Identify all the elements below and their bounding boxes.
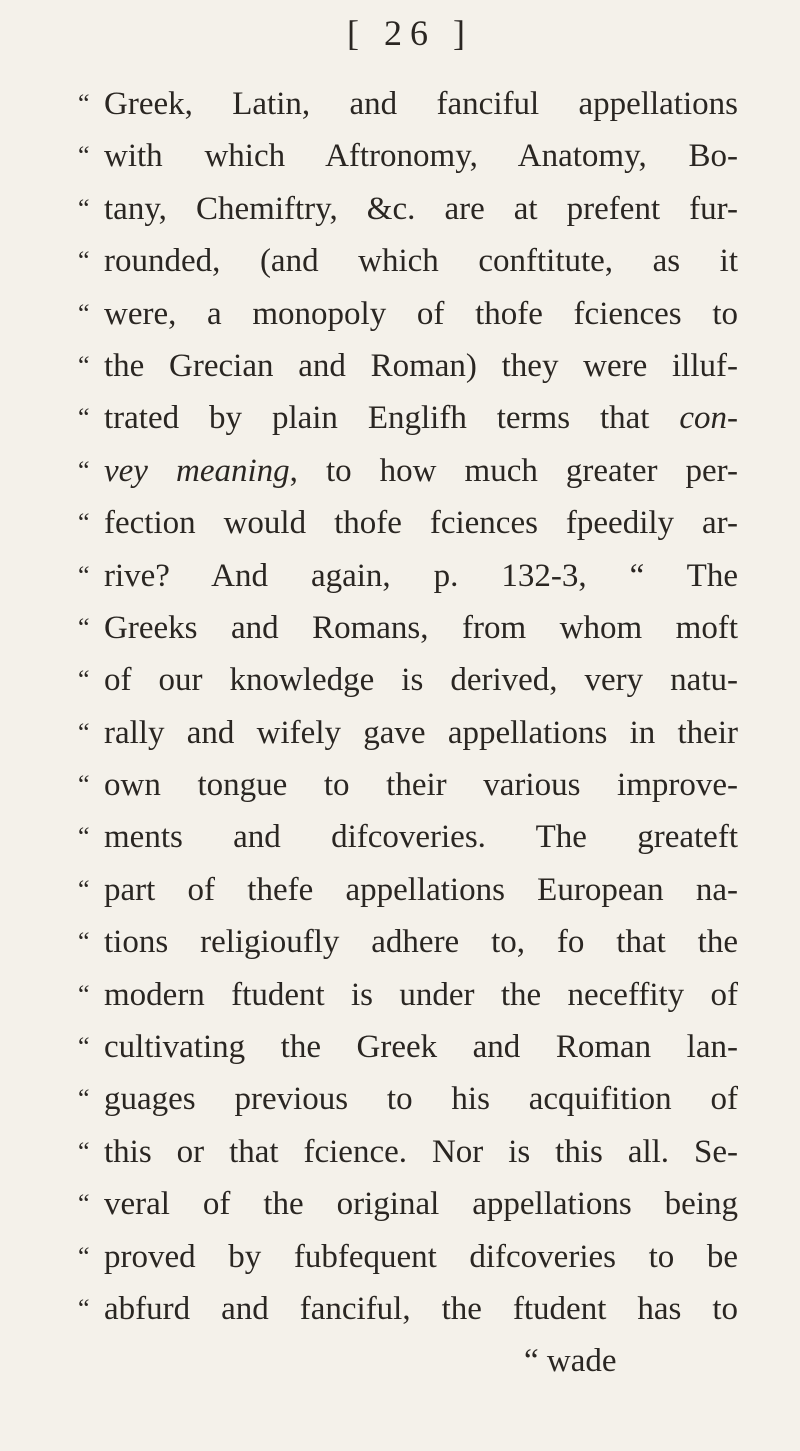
opening-quote-mark: “ [78, 508, 90, 538]
italic-text: con- [679, 400, 738, 437]
line-text: of our knowledge is derived, very natu- [104, 662, 738, 699]
opening-quote-mark: “ [78, 770, 90, 800]
opening-quote-mark: “ [78, 193, 90, 223]
opening-quote-mark: “ [78, 927, 90, 957]
line-text: rive? And again, p. 132-3, “ The [104, 557, 738, 594]
line-text: Greek, Latin, and fanciful appellations [104, 86, 738, 122]
line-text: cultivating the Greek and Roman lan- [104, 1029, 738, 1066]
opening-quote-mark: “ [78, 822, 90, 852]
line-text: own tongue to their various improve- [104, 767, 738, 804]
body-text [78, 78, 738, 1388]
line-text: the Grecian and Roman) they were illuf- [104, 347, 738, 384]
opening-quote-mark: “ [78, 665, 90, 695]
text-line [78, 1073, 738, 1125]
opening-quote-mark: “ [78, 1084, 90, 1114]
opening-quote-mark: “ [78, 350, 90, 380]
text-line [78, 707, 738, 759]
opening-quote-mark: “ [78, 89, 90, 118]
line-text: Greeks and Romans, from whom moft [104, 609, 738, 646]
opening-quote-mark: “ [78, 560, 90, 590]
text-line [78, 811, 738, 863]
text-line [78, 654, 738, 706]
opening-quote-mark: “ [78, 1241, 90, 1271]
opening-quote-mark: “ [78, 298, 90, 328]
opening-quote-mark: “ [78, 1136, 90, 1166]
line-text: proved by fubfequent difcoveries to be [104, 1238, 738, 1275]
line-text: abfurd and fanciful, the ftudent has to [104, 1290, 738, 1327]
line-text: veral of the original appellations being [104, 1186, 738, 1223]
line-text: trated by plain Englifh terms that con- [104, 400, 738, 437]
opening-quote-mark: “ [78, 717, 90, 747]
opening-quote-mark: “ [78, 874, 90, 904]
italic-text: vey meaning [104, 452, 290, 489]
line-text: fection would thofe fciences fpeedily ar- [104, 505, 738, 542]
opening-quote-mark: “ [78, 1293, 90, 1323]
line-text: with which Aftronomy, Anatomy, Bo- [104, 138, 738, 175]
line-text: rounded, (and which conftitute, as it [104, 243, 738, 280]
line-text: tions religioufly adhere to, fo that the [104, 924, 738, 961]
catchword-line [78, 1335, 738, 1387]
text-line [78, 1021, 738, 1073]
line-text: were, a monopoly of thofe fciences to [104, 295, 738, 332]
text-line [78, 1178, 738, 1230]
catchword: “ wade [524, 1343, 617, 1380]
text-line [78, 497, 738, 549]
opening-quote-mark: “ [78, 612, 90, 642]
text-line [78, 602, 738, 654]
text-line [78, 1231, 738, 1283]
opening-quote-mark: “ [78, 1032, 90, 1062]
text-line [78, 864, 738, 916]
line-text: ments and difcoveries. The greateft [104, 819, 738, 856]
text-line [78, 759, 738, 811]
line-text: tany, Chemiftry, &c. are at prefent fur- [104, 190, 738, 227]
opening-quote-mark [78, 1335, 104, 1387]
text-line [78, 550, 738, 602]
opening-quote-mark: “ [78, 246, 90, 276]
opening-quote-mark: “ [78, 455, 90, 485]
line-text: part of thefe appellations European na- [104, 871, 738, 908]
text-line [78, 235, 738, 287]
opening-quote-mark: “ [78, 979, 90, 1009]
text-line [78, 78, 738, 130]
text-line [78, 1283, 738, 1335]
opening-quote-mark: “ [78, 1189, 90, 1219]
text-line [78, 340, 738, 392]
text-line [78, 916, 738, 968]
line-text: modern ftudent is under the neceffity of [104, 976, 738, 1013]
line-text: guages previous to his acquifition of [104, 1081, 738, 1118]
line-text: this or that fcience. Nor is this all. Se- [104, 1133, 738, 1170]
opening-quote-mark: “ [78, 141, 90, 171]
text-line [78, 445, 738, 497]
opening-quote-mark: “ [78, 403, 90, 433]
line-text: vey meaning, to how much greater per- [104, 452, 738, 489]
line-text: rally and wifely gave appellations in their [104, 714, 738, 751]
text-line [78, 183, 738, 235]
page-number: [ 26 ] [347, 13, 473, 53]
text-line [78, 392, 738, 444]
text-line [78, 130, 738, 182]
text-line [78, 1126, 738, 1178]
text-line [78, 288, 738, 340]
text-line [78, 969, 738, 1021]
